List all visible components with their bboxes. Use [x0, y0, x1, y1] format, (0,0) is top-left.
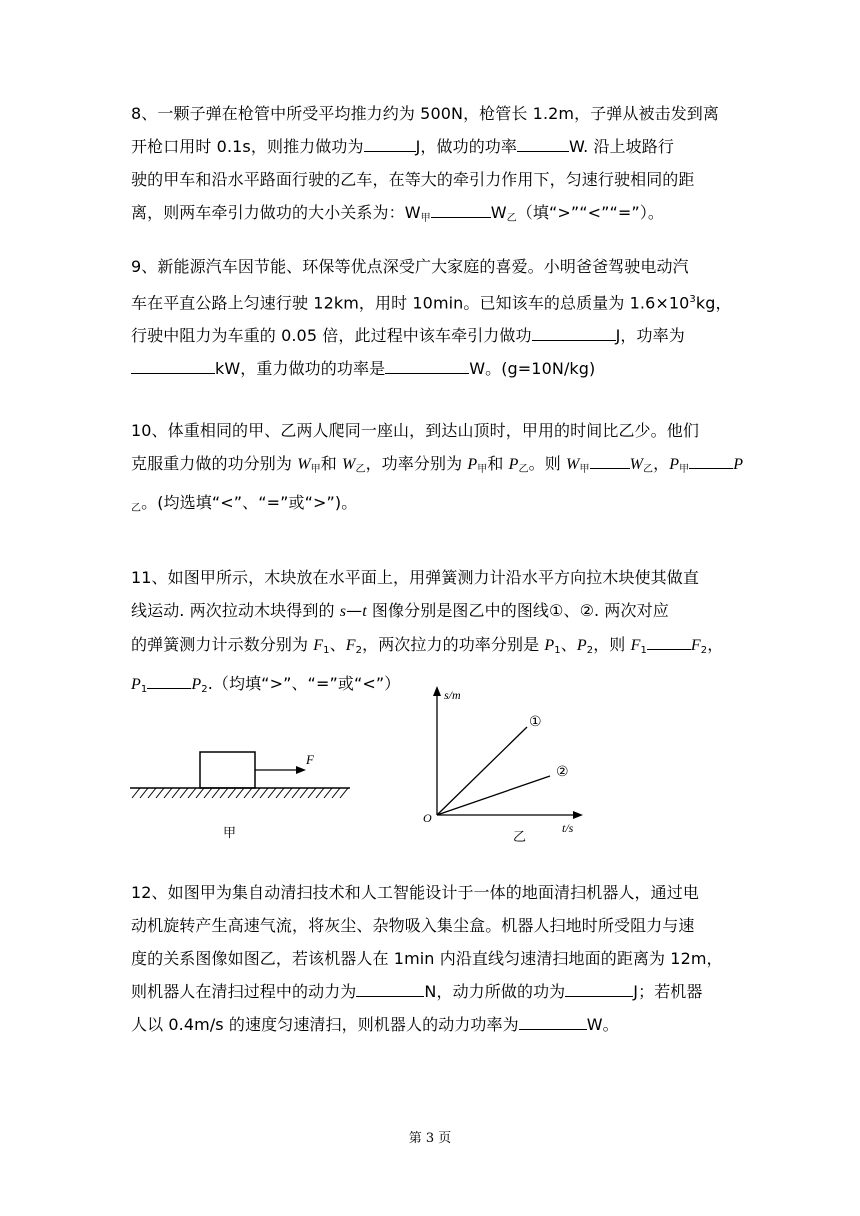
x-axis-label: t/s — [562, 821, 574, 835]
answer-blank[interactable] — [431, 203, 491, 218]
q12-line-1: 12、如图甲为集自动清扫技术和人工智能设计于一体的地面清扫机器人，通过电 — [131, 883, 699, 902]
answer-blank[interactable] — [647, 635, 691, 650]
q12-line-2: 动机旋转产生高速气流，将灰尘、杂物吸入集尘盒。机器人扫地时所受阻力与速 — [131, 916, 695, 935]
answer-blank[interactable] — [590, 454, 630, 469]
answer-blank[interactable] — [131, 359, 215, 374]
q12-line-5: 人以 0.4m/s 的速度匀速清扫，则机器人的动力功率为 W。 — [131, 1015, 619, 1034]
answer-blank[interactable] — [689, 454, 733, 469]
q9-line-3: 行驶中阻力为车重的 0.05 倍，此过程中该车牵引力做功 J，功率为 — [131, 326, 685, 346]
line-2-label: ② — [556, 764, 569, 780]
question-8 — [131, 97, 731, 235]
answer-blank[interactable] — [364, 137, 416, 152]
q8-line-3: 驶的甲车和沿水平路面行驶的乙车，在等大的牵引力作用下，匀速行驶相同的距 — [131, 170, 695, 189]
q11-line-1: 11、如图甲所示，木块放在水平面上，用弹簧测力计沿水平方向拉木块使其做直 — [131, 568, 699, 587]
q9-line-4: kW，重力做功的功率是 W。(g=10N/kg) — [131, 352, 731, 385]
y-axis-label: s/m — [444, 688, 461, 702]
q8-line-1: 8、一颗子弹在枪管中所受平均推力约为 500N，枪管长 1.2m，子弹从被击发到离 — [131, 104, 719, 123]
q11-line-4: $P_1$ $P_2$.（均填“>”、“=”或“<”） — [131, 674, 401, 695]
answer-blank[interactable] — [519, 1015, 587, 1030]
figure-caption-left: 甲 — [223, 826, 237, 841]
ground-hatching — [132, 788, 348, 798]
answer-blank[interactable] — [517, 137, 569, 152]
y-axis-arrow-icon — [433, 686, 441, 696]
q12-line-4: 则机器人在清扫过程中的动力为 N，动力所做的功为 J；若机器 — [131, 982, 703, 1001]
q9-line-2: 车在平直公路上匀速行驶 12km，用时 10min。已知该车的总质量为 $1.6\times 10^3kg$， — [131, 293, 732, 313]
answer-blank[interactable] — [356, 982, 424, 997]
line-1-label: ① — [529, 714, 542, 730]
wooden-block — [200, 752, 255, 788]
x-axis-arrow-icon — [573, 811, 583, 819]
q11-line-2: 线运动. 两次拉动木块得到的 s—t 图像分别是图乙中的图线①、②. 两次对应 — [131, 601, 669, 620]
q11-line-3: 的弹簧测力计示数分别为 $F_1$、$F_2$，两次拉力的功率分别是 $P_1$、$P_2$，则 $F_1$ $F_2$， — [131, 635, 724, 656]
question-12 — [131, 876, 731, 1041]
graph-line-1 — [437, 727, 527, 815]
question-9 — [131, 250, 731, 385]
force-label: F — [306, 752, 314, 767]
answer-blank[interactable] — [147, 674, 191, 689]
page-number: 第 3 页 — [408, 1131, 452, 1146]
figure-s-t-graph — [410, 683, 610, 848]
q8-line-4: 离，则两车牵引力做功的大小关系为：$W_甲$ $W_乙$（填“>”“<”“=”）。 — [131, 203, 665, 224]
figure-caption-right: 乙 — [513, 830, 527, 845]
graph-line-2 — [437, 776, 550, 815]
q8-line-2: 开枪口用时 0.1s，则推力做功为 J，做功的功率 W. 沿上坡路行 — [131, 137, 674, 156]
arrow-head-icon — [296, 766, 306, 774]
q12-line-3: 度的关系图像如图乙，若该机器人在 1min 内沿直线匀速清扫地面的距离为 12m， — [131, 949, 723, 968]
answer-blank[interactable] — [565, 982, 633, 997]
answer-blank[interactable] — [532, 326, 616, 341]
q10-line-1: 10、体重相同的甲、乙两人爬同一座山，到达山顶时，甲用的时间比乙少。他们 — [131, 421, 699, 440]
question-10 — [131, 414, 744, 525]
q10-line-2: 克服重力做的功分别为 $W_甲$和 $W_乙$，功率分别为 $P_甲$和 $P_乙$。则 $W_甲$ $W_乙$，$P_甲$ P — [131, 454, 744, 475]
answer-blank[interactable] — [385, 359, 469, 374]
q10-line-3: $_乙$。(均选填“<”、“=”或“>”)。 — [131, 493, 358, 514]
origin-label: O — [423, 811, 432, 825]
figure-block-on-surface — [120, 730, 360, 850]
q9-line-1: 9、新能源汽车因节能、环保等优点深受广大家庭的喜爱。小明爸爸驾驶电动汽 — [131, 257, 689, 276]
